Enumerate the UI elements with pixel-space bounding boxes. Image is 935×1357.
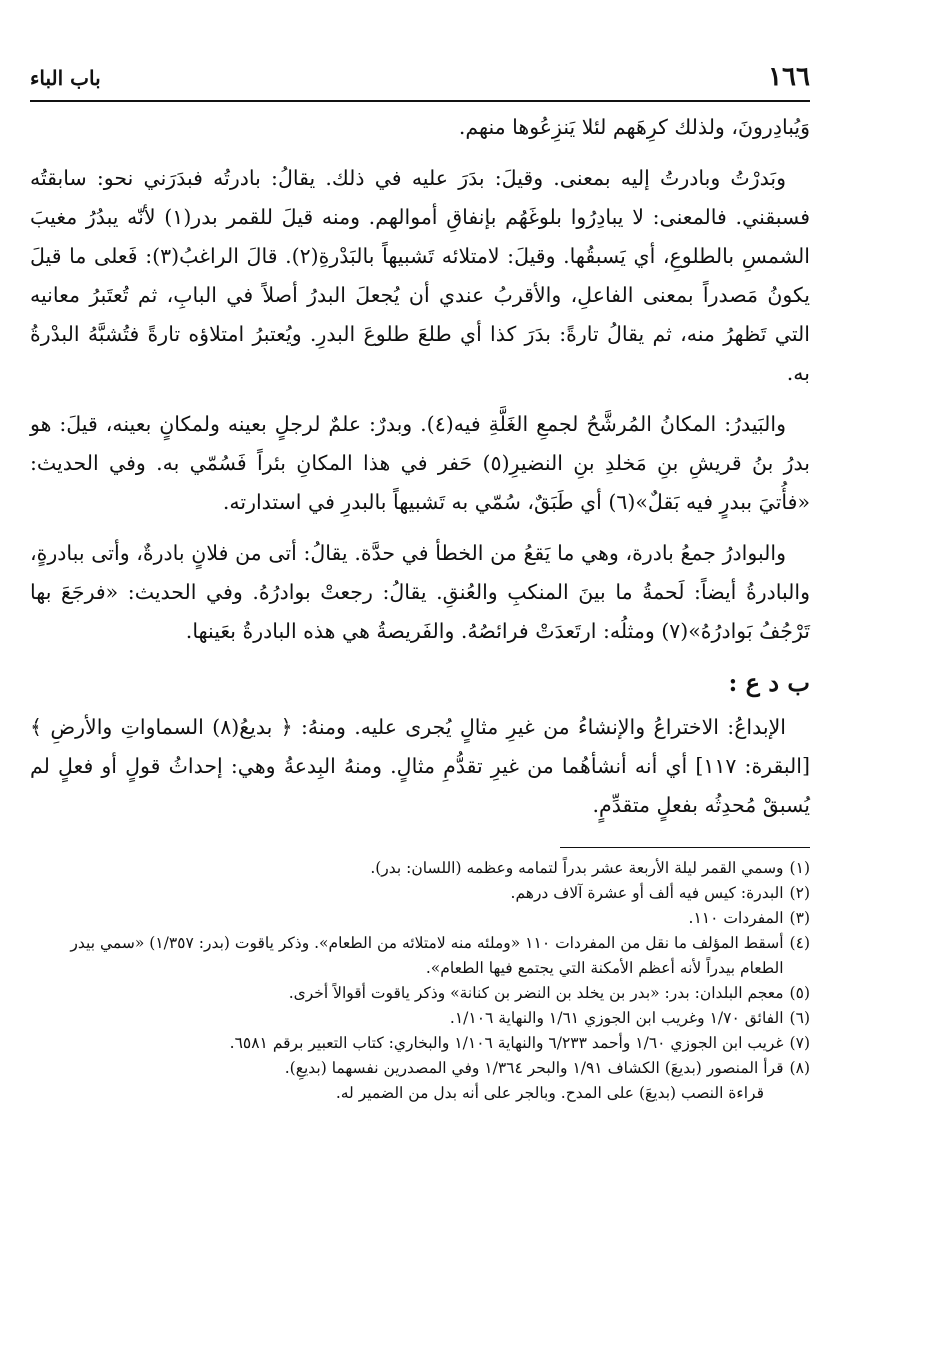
footnotes <box>30 856 810 1106</box>
footnote-text: قرأ المنصور (بديعَ) الكشاف ١/٩١ والبحر ١/٣٦٤ وفي المصدرين نفسهما (بديعِ). <box>284 1059 784 1077</box>
footnote-number: (٨) <box>789 1059 810 1077</box>
footnote-text: معجم البلدان: بدر: «بدر بن يخلد بن النضر بن كنانة» وذكر ياقوت أقوالاً أخرى. <box>288 984 784 1002</box>
footnote <box>30 906 810 931</box>
footnote-number: (٢) <box>789 884 810 902</box>
footnote-text: المفردات ١١٠. <box>688 909 784 927</box>
footnote-text: أسقط المؤلف ما نقل من المفردات ١١٠ «وملئه منه لامتلائه من الطعام». وذكر ياقوت (بدر: ١/٣٥٧) «سمي بيدر الطعام بيدراً لأنه أعظم الأمكنة التي يجتمع فيها الطعام». <box>70 934 784 977</box>
footnote-text: البدرة: كيس فيه ألف أو عشرة آلاف درهم. <box>510 884 784 902</box>
footnote <box>30 1031 810 1056</box>
footnote <box>30 931 810 981</box>
footnote-text: الفائق ١/٧٠ وغريب ابن الجوزي ١/٦١ والنهاية ١/١٠٦. <box>449 1009 784 1027</box>
footnote <box>30 1006 810 1031</box>
page-number: ١٦٦ <box>768 62 810 92</box>
book-page <box>30 62 810 1106</box>
paragraph: الإبداعُ: الاختراعُ والإنشاءُ من غيرِ مثالٍ يُجرى عليه. ومنهُ: ﴿ بديعُ(٨) السماواتِ والأرضِ ﴾ [البقرة: ١١٧] أي أنه أنشأهُما من غيرِ تقدُّمِ مثالٍ. ومنهُ البِدعةُ وهي: إحداثُ قولٍ أو فعلٍ لم يُسبقْ مُحدِثُه بفعلٍ متقدِّمٍ. <box>30 715 810 817</box>
footnote-number: (١) <box>789 859 810 877</box>
paragraph: وَيُبادِرونَ، ولذلك كرِهَهم لئلا يَنزِعُوها منهم. <box>458 115 810 139</box>
footnote <box>30 856 810 881</box>
footnote-text: وسمي القمر ليلة الأربعة عشر بدراً لتمامه وعظمه (اللسان: بدر). <box>370 859 784 877</box>
chapter-title: باب الباء <box>30 66 101 90</box>
footnote-number: (٦) <box>789 1009 810 1027</box>
footnote <box>30 981 810 1006</box>
footnote-number: (٥) <box>789 984 810 1002</box>
footnote-number: (٣) <box>789 909 810 927</box>
paragraph: والبوادرُ جمعُ بادرة، وهي ما يَقعُ من الخطأ في حدَّة. يقالُ: أتى من فلانٍ بادرةٌ، وأتى ببادرةٍ، والبادرةُ أيضاً: لَحمةُ ما بينَ المنكبِ والعُنقِ. يقالُ: رجعتْ بوادرُهُ. وفي الحديث: «فرجَعَ بها تَرْجُفُ بَوادرُهُ»(٧) ومثلُه: ارتَعدَتْ فرائصُهُ. والفَريصةُ هي هذه البادرةُ بعَينها. <box>30 541 810 643</box>
footnote <box>30 881 810 906</box>
paragraph: والبَيدرُ: المكانُ المُرشَّحُ لجمعِ الغَلَّةِ فيه(٤). وبدرٌ: علمٌ لرجلٍ بعينه ولمكانٍ بعينه، قيلَ: هو بدرُ بنُ قريشِ بنِ مَخلدِ بنِ النضيرِ(٥) حَفر في هذا المكانِ بئراً فَسُمّي به. وفي الحديث: «فأُتيَ ببدرٍ فيه بَقلٌ»(٦) أي طَبَقٌ، سُمّي به تَشبيهاً بالبدرِ في استدارته. <box>30 412 810 514</box>
page-header <box>30 62 810 102</box>
entry-heading: ب د ع : <box>728 668 810 697</box>
footnote-text: غريب ابن الجوزي ١/٦٠ وأحمد ٦/٢٣٣ والنهاية ١/١٠٦ والبخاري: كتاب التعبير برقم ٦٥٨١. <box>229 1034 784 1052</box>
footnote-continuation: قراءة النصب (بديعَ) على المدح. وبالجر على أنه بدل من الضمير له. <box>335 1084 764 1102</box>
footnote <box>30 1056 810 1081</box>
main-text <box>30 108 810 825</box>
footnote-number: (٧) <box>789 1034 810 1052</box>
footnote-divider <box>560 847 810 848</box>
footnote-number: (٤) <box>789 934 810 952</box>
paragraph: وبَدرْتُ وبادرتُ إليه بمعنى. وقيلَ: بدَرَ عليه في ذلك. يقالُ: بادرتُه فبدَرَني نحو: سابقتُه فسبقني. فالمعنى: لا يبادِرُوا بلوغَهُم بإنفاقِ أموالهم. ومنه قيلَ للقمر بدر(١) لأنّه يبدُرُ مغيبَ الشمسِ بالطلوعِ، أي يَسبقُها. وقيلَ: لامتلائه تَشبيهاً بالبَدْرةِ(٢). قالَ الراغبُ(٣): فَعلى ما قيلَ يكونُ مَصدراً بمعنى الفاعلِ، والأقربُ عندي أن يُجعلَ البدرُ أصلاً في البابِ، ثم تُعتَبرُ معانيه التي تَظهرُ منه، ثم يقالُ تارةً: بدَرَ كذا أي طلعَ طلوعَ البدرِ. ويُعتبرُ امتلاؤه تارةً فتُشبَّهُ البدْرةُ به. <box>30 166 810 385</box>
